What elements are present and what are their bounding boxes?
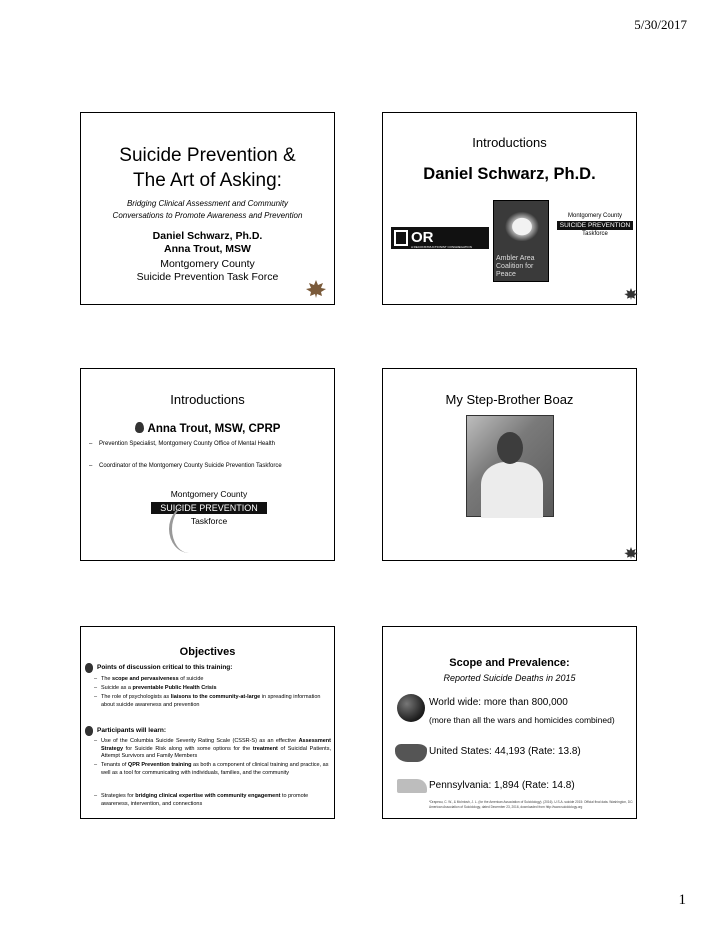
taskforce-logo-line-2: SUICIDE PREVENTION — [151, 502, 267, 514]
stat-world: World wide: more than 800,000 — [429, 697, 568, 708]
list-item: – Suicide as a preventable Public Health Crisis — [94, 685, 217, 691]
ambler-peace-logo — [493, 200, 549, 282]
org-line-2: Suicide Prevention Task Force — [136, 271, 279, 283]
slide-heading: Objectives — [179, 646, 236, 658]
ribbon-icon — [169, 505, 209, 553]
subtitle — [81, 198, 334, 222]
dove-caption-line-2: Coalition for — [496, 263, 534, 270]
title-line-1: Suicide Prevention & — [119, 145, 296, 166]
slide-title — [80, 112, 335, 305]
page-date: 5/30/2017 — [634, 17, 687, 32]
maple-leaf-icon — [624, 288, 638, 300]
maple-leaf-icon — [624, 547, 638, 559]
list-item: – Strategies for bridging clinical expertise with community engagement to promote awareness, intervention, and connections — [94, 793, 309, 807]
slide-heading: Scope and Prevalence: — [449, 657, 570, 669]
scroll-icon — [394, 230, 408, 246]
list-item: – Use of the Columbia Suicide Severity Rating Scale (CSSR-S) as an effective Assessment Strategy for Suicide Risk along with some options for the treatment of Suicidal Patients, Attempt Survivors and Family Members — [94, 738, 331, 759]
list-item: – The role of psychologists as liaisons to the community-at-large in spreading information about suicide awareness and prevention — [94, 694, 321, 708]
section-heading-text: Participants will learn: — [97, 727, 166, 734]
list-item-text: Prevention Specialist, Montgomery County Office of Mental Health — [99, 441, 275, 447]
author-1: Daniel Schwarz, Ph.D. — [152, 230, 263, 242]
portrait-photo — [466, 415, 554, 517]
photo-head — [497, 432, 523, 464]
org-line-1: Montgomery County — [160, 258, 255, 270]
presenter-name: Daniel Schwarz, Ph.D. — [423, 165, 596, 183]
slide-subheading: Reported Suicide Deaths in 2015 — [443, 673, 576, 683]
slide-title-heading — [81, 143, 334, 193]
taskforce-logo — [151, 489, 267, 555]
taskforce-logo-line-3: Taskforce — [190, 516, 228, 526]
taskforce-logo-line-3: Taskforce — [582, 231, 608, 237]
or-hadash-logo-text: OR HADASH — [411, 229, 476, 268]
leaf-bullet-icon — [85, 726, 93, 736]
dove-caption-line-1: Ambler Area — [496, 255, 535, 262]
list-item: – Coordinator of the Montgomery County Suicide Prevention Taskforce — [89, 463, 282, 469]
or-hadash-tagline: A RECONSTRUCTIONIST CONGREGATION — [411, 245, 472, 249]
list-item: – Tenants of QPR Prevention training as both a component of clinical training and practice, as well as a tool for communicating with individuals, families, and the community — [94, 762, 329, 776]
slide-objectives — [80, 626, 335, 819]
section-heading-text: Points of discussion critical to this training: — [97, 664, 233, 671]
organization — [81, 258, 334, 284]
subtitle-line-2: Conversations to Promote Awareness and Prevention — [112, 211, 303, 220]
subtitle-line-1: Bridging Clinical Assessment and Community — [126, 199, 289, 208]
section-heading — [97, 727, 166, 735]
taskforce-logo — [557, 213, 633, 255]
list-item-text: Coordinator of the Montgomery County Suicide Prevention Taskforce — [99, 463, 282, 469]
dove-caption — [496, 255, 535, 279]
list-item: – The scope and pervasiveness of suicide — [94, 676, 204, 682]
maple-leaf-icon — [306, 280, 326, 298]
presenter-name-text: Anna Trout, MSW, CPRP — [147, 423, 281, 435]
slide-heading: My Step-Brother Boaz — [445, 392, 574, 407]
taskforce-logo-line-1: Montgomery County — [567, 213, 623, 219]
taskforce-logo-line-1: Montgomery County — [170, 489, 248, 499]
globe-icon — [397, 694, 425, 722]
slide-introductions-anna — [80, 368, 335, 561]
or-hadash-logo — [391, 227, 489, 268]
title-line-2: The Art of Asking: — [133, 170, 282, 191]
slide-heading: Introductions — [472, 135, 547, 150]
photo-shirt — [481, 462, 543, 518]
list-item: – Prevention Specialist, Montgomery County Office of Mental Health — [89, 441, 275, 447]
leaf-bullet-icon — [85, 663, 93, 673]
us-map-icon — [395, 744, 427, 762]
presenter-name — [81, 422, 334, 435]
authors — [81, 230, 334, 256]
slide-step-brother — [382, 368, 637, 561]
taskforce-logo-line-2: SUICIDE PREVENTION — [557, 221, 633, 230]
reference-citation: *Drapeau, C. W., & McIntosh, J. L. (for the American Association of Suicidology). (2016). U.S.A. suicide 2015: Official final data. Washington, DC: American Association of Suicidology, dated December 23, 2016, downloaded from http://www.suicidology.org — [429, 800, 634, 809]
stat-pennsylvania: Pennsylvania: 1,894 (Rate: 14.8) — [429, 780, 575, 791]
page-number: 1 — [678, 892, 686, 908]
stat-us: United States: 44,193 (Rate: 13.8) — [429, 746, 581, 757]
leaf-bullet-icon — [135, 422, 144, 433]
stat-world-note: (more than all the wars and homicides combined) — [429, 715, 615, 725]
dove-caption-line-3: Peace — [496, 271, 516, 278]
slide-heading: Introductions — [170, 392, 245, 407]
pennsylvania-map-icon — [397, 779, 427, 793]
slide-scope-prevalence — [382, 626, 637, 819]
dove-icon — [502, 209, 542, 241]
author-2: Anna Trout, MSW — [164, 243, 251, 255]
section-heading — [97, 664, 232, 672]
slide-introductions-daniel — [382, 112, 637, 305]
